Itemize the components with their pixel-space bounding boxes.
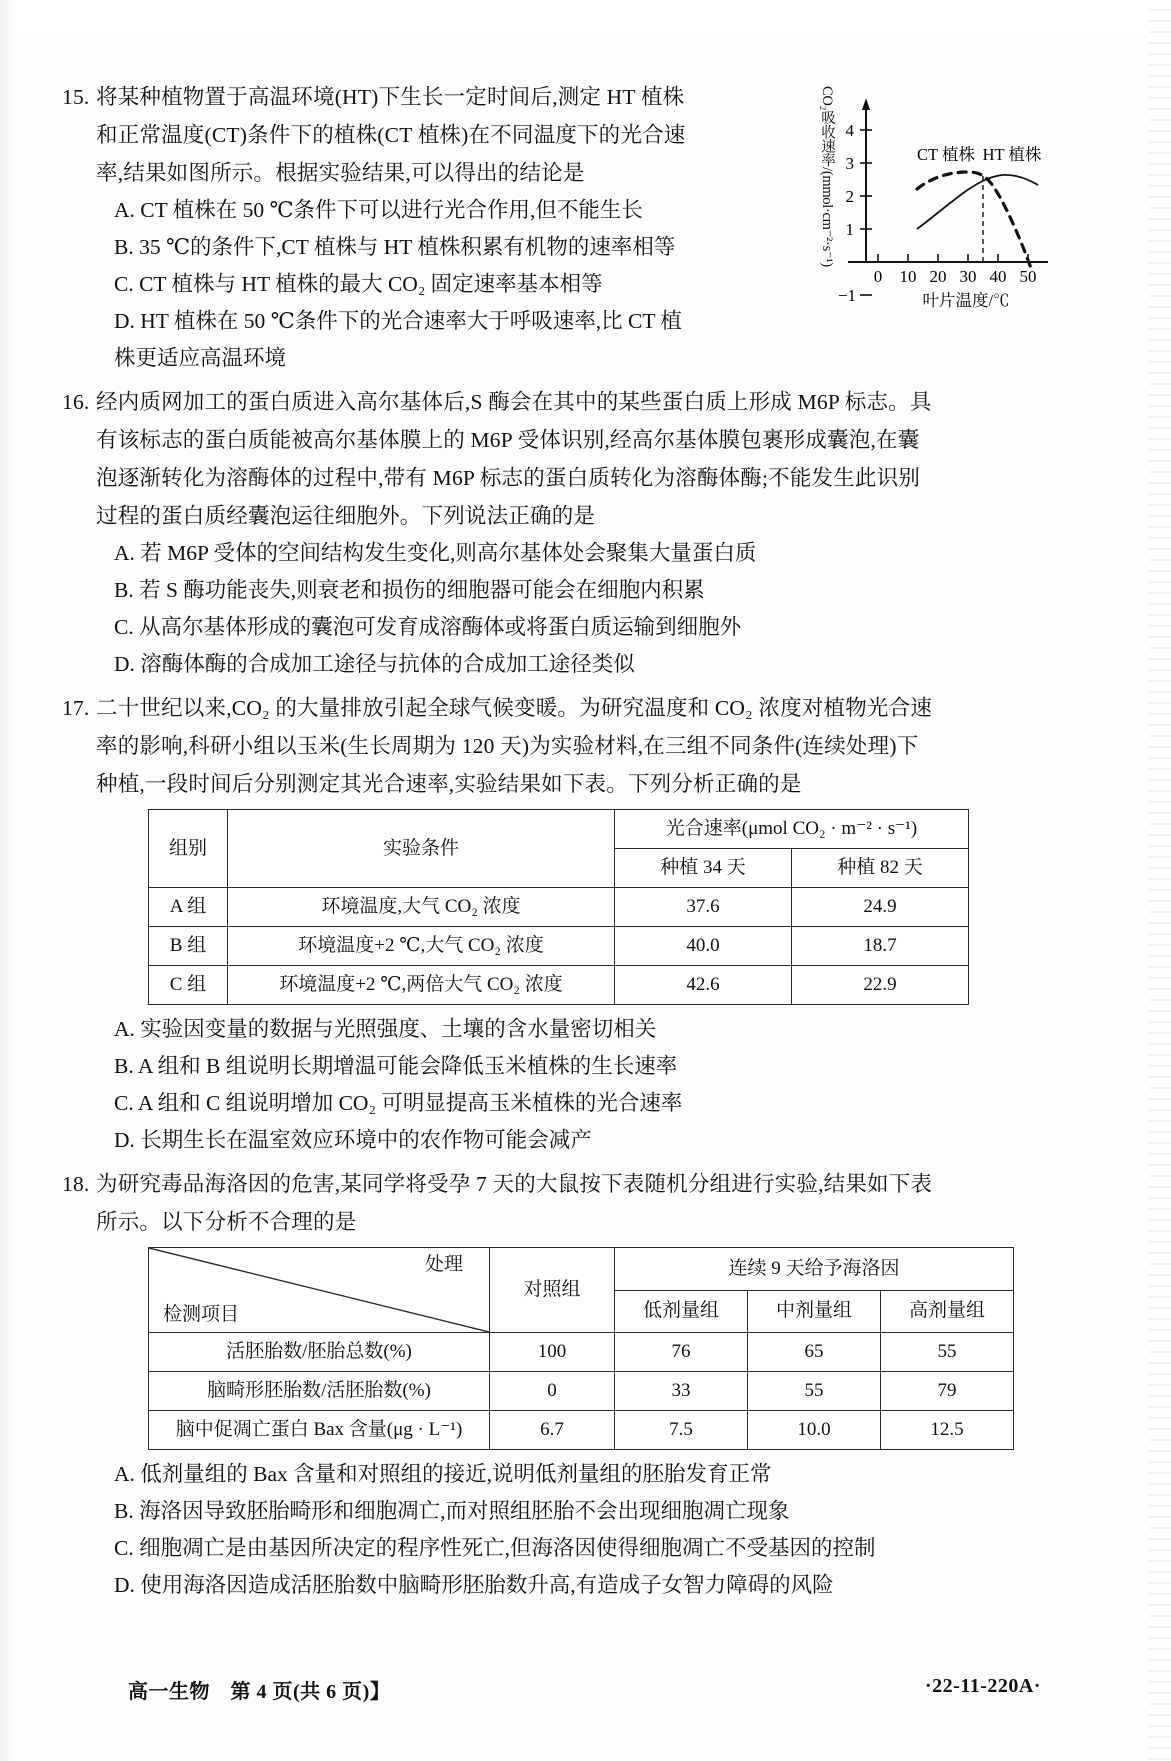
svg-text:40: 40 xyxy=(989,267,1007,286)
chart-plot-area xyxy=(836,90,1054,316)
question-17-stem-text-1: 二十世纪以来,CO₂ 的大量排放引起全球气候变暖。为研究温度和 CO₂ 浓度对植物光合速 xyxy=(96,696,933,720)
question-16-option-d[interactable]: D. 溶酶体酶的合成加工途径与抗体的合成加工途径类似 xyxy=(114,652,635,676)
cell-c-day34: 42.6 xyxy=(615,966,792,1005)
question-17-number: 17. xyxy=(62,696,90,720)
cell-group-b: B 组 xyxy=(149,927,228,966)
question-17 xyxy=(62,689,1062,1159)
question-16-stem-line-1 xyxy=(62,383,1062,421)
question-17-stem-line-1 xyxy=(62,689,1062,727)
question-17-option-d[interactable]: D. 长期生长在温室效应环境中的农作物可能会减产 xyxy=(114,1128,592,1152)
scan-artifact-right xyxy=(1149,0,1171,1761)
question-18-number: 18. xyxy=(62,1172,90,1196)
cell-malformation-high: 79 xyxy=(881,1372,1014,1411)
th-group: 组别 xyxy=(149,810,228,888)
table-row-header-1 xyxy=(149,810,969,849)
table-row xyxy=(149,1372,1014,1411)
cell-condition-b: 环境温度+2 ℃,大气 CO₂ 浓度 xyxy=(228,927,615,966)
footer-subject-and-page: 高一生物 第 4 页(共 6 页)】 xyxy=(128,1681,391,1703)
question-18-option-d[interactable]: D. 使用海洛因造成活胚胎数中脑畸形胚胎数升高,有造成子女智力障碍的风险 xyxy=(114,1573,834,1597)
exam-content xyxy=(62,78,1062,1608)
question-17-stem-line-2: 率的影响,科研小组以玉米(生长周期为 120 天)为实验材料,在三组不同条件(连续处理)下 xyxy=(96,734,919,758)
cell-live-high: 55 xyxy=(881,1333,1014,1372)
svg-text:−1: −1 xyxy=(837,286,856,305)
table-row-header-1 xyxy=(149,1248,1014,1291)
cell-bax-mid: 10.0 xyxy=(748,1411,881,1450)
question-18-table xyxy=(148,1247,1014,1450)
svg-text:4: 4 xyxy=(845,121,854,140)
cell-b-day34: 40.0 xyxy=(615,927,792,966)
th-rate-group: 光合速率(μmol CO₂ · m⁻² · s⁻¹) xyxy=(615,810,969,849)
cell-live-low: 76 xyxy=(615,1333,748,1372)
table-row xyxy=(149,888,969,927)
cell-item-live-embryo-ratio: 活胚胎数/胚胎总数(%) xyxy=(149,1333,490,1372)
question-15 xyxy=(62,78,1062,377)
question-17-option-a[interactable]: A. 实验因变量的数据与光照强度、土壤的含水量密切相关 xyxy=(114,1017,657,1041)
cell-malformation-control: 0 xyxy=(490,1372,615,1411)
cell-bax-control: 6.7 xyxy=(490,1411,615,1450)
question-16-option-a[interactable]: A. 若 M6P 受体的空间结构发生变化,则高尔基体处会聚集大量蛋白质 xyxy=(114,541,757,565)
question-15-figure xyxy=(808,86,1056,318)
cell-bax-high: 12.5 xyxy=(881,1411,1014,1450)
svg-text:3: 3 xyxy=(845,154,854,173)
cell-group-c: C 组 xyxy=(149,966,228,1005)
table-row xyxy=(149,966,969,1005)
scan-artifact-left xyxy=(0,0,14,1761)
table-row xyxy=(149,1411,1014,1450)
question-15-number: 15. xyxy=(62,85,90,109)
question-15-option-b[interactable]: B. 35 ℃的条件下,CT 植株与 HT 植株积累有机物的速率相等 xyxy=(114,235,676,259)
svg-text:50: 50 xyxy=(1019,267,1037,286)
cell-condition-a: 环境温度,大气 CO₂ 浓度 xyxy=(228,888,615,927)
question-15-option-c[interactable]: C. CT 植株与 HT 植株的最大 CO₂ 固定速率基本相等 xyxy=(114,272,603,296)
question-15-option-a[interactable]: A. CT 植株在 50 ℃条件下可以进行光合作用,但不能生长 xyxy=(114,198,643,222)
question-16-option-b[interactable]: B. 若 S 酶功能丧失,则衰老和损伤的细胞器可能会在细胞内积累 xyxy=(114,578,705,602)
cell-item-brain-malformation-ratio: 脑畸形胚胎数/活胚胎数(%) xyxy=(149,1372,490,1411)
svg-text:20: 20 xyxy=(929,267,947,286)
cell-malformation-mid: 55 xyxy=(748,1372,881,1411)
svg-text:2: 2 xyxy=(845,187,854,206)
question-15-stem-line-3: 率,结果如图所示。根据实验结果,可以得出的结论是 xyxy=(96,161,585,185)
cell-a-day82: 24.9 xyxy=(792,888,969,927)
chart-y-axis-label: CO₂吸收速率/(mmol·cm⁻²·s⁻¹) xyxy=(819,86,835,267)
svg-text:1: 1 xyxy=(845,220,854,239)
th-control-group: 对照组 xyxy=(490,1248,615,1333)
svg-text:0: 0 xyxy=(873,267,883,286)
th-mid-dose: 中剂量组 xyxy=(748,1290,881,1333)
cell-live-control: 100 xyxy=(490,1333,615,1372)
question-16-stem-line-2: 有该标志的蛋白质能被高尔基体膜上的 M6P 受体识别,经高尔基体膜包裹形成囊泡,在囊 xyxy=(96,428,920,452)
footer-paper-code: ·22-11-220A· xyxy=(925,1675,1041,1697)
question-16-number: 16. xyxy=(62,390,90,414)
table-row xyxy=(149,1333,1014,1372)
question-18-option-c[interactable]: C. 细胞凋亡是由基因所决定的程序性死亡,但海洛因使得细胞凋亡不受基因的控制 xyxy=(114,1536,876,1560)
chart-annotation-ht: HT 植株 xyxy=(982,145,1042,164)
question-17-option-b[interactable]: B. A 组和 B 组说明长期增温可能会降低玉米植株的生长速率 xyxy=(114,1054,678,1078)
scan-artifact-top xyxy=(0,0,1171,34)
th-low-dose: 低剂量组 xyxy=(615,1290,748,1333)
question-15-stem-line-2: 和正常温度(CT)条件下的植株(CT 植株)在不同温度下的光合速 xyxy=(96,123,686,147)
question-16-stem-line-3: 泡逐渐转化为溶酶体的过程中,带有 M6P 标志的蛋白质转化为溶酶体酶;不能发生此识别 xyxy=(96,466,921,490)
question-15-option-d[interactable]: D. HT 植株在 50 ℃条件下的光合速率大于呼吸速率,比 CT 植 xyxy=(114,309,682,333)
question-17-stem-line-3: 种植,一段时间后分别测定其光合速率,实验结果如下表。下列分析正确的是 xyxy=(96,772,802,796)
question-18-stem-text-1: 为研究毒品海洛因的危害,某同学将受孕 7 天的大鼠按下表随机分组进行实验,结果如下表 xyxy=(96,1172,933,1196)
th-day34: 种植 34 天 xyxy=(615,849,792,888)
cell-item-bax-content: 脑中促凋亡蛋白 Bax 含量(μg · L⁻¹) xyxy=(149,1411,490,1450)
question-17-table xyxy=(148,809,969,1005)
question-17-option-c[interactable]: C. A 组和 C 组说明增加 CO₂ 可明显提高玉米植株的光合速率 xyxy=(114,1091,683,1115)
cell-bax-low: 7.5 xyxy=(615,1411,748,1450)
question-18-stem-line-2: 所示。以下分析不合理的是 xyxy=(96,1210,357,1234)
photosynthesis-rate-chart xyxy=(836,90,1054,316)
th-diagonal-header xyxy=(149,1248,490,1333)
th-heroin-group: 连续 9 天给予海洛因 xyxy=(615,1248,1014,1291)
cell-c-day82: 22.9 xyxy=(792,966,969,1005)
th-condition: 实验条件 xyxy=(228,810,615,888)
question-18-stem-line-1 xyxy=(62,1165,1062,1203)
cell-condition-c: 环境温度+2 ℃,两倍大气 CO₂ 浓度 xyxy=(228,966,615,1005)
question-16-option-c[interactable]: C. 从高尔基体形成的囊泡可发育成溶酶体或将蛋白质运输到细胞外 xyxy=(114,615,742,639)
th-high-dose: 高剂量组 xyxy=(881,1290,1014,1333)
th-measure-label: 检测项目 xyxy=(163,1304,240,1325)
question-16-stem-line-4: 过程的蛋白质经囊泡运往细胞外。下列说法正确的是 xyxy=(96,504,596,528)
cell-live-mid: 65 xyxy=(748,1333,881,1372)
th-treatment-label: 处理 xyxy=(424,1254,463,1275)
question-18-option-b[interactable]: B. 海洛因导致胚胎畸形和细胞凋亡,而对照组胚胎不会出现细胞凋亡现象 xyxy=(114,1499,790,1523)
chart-annotation-ct: CT 植株 xyxy=(917,145,975,164)
question-15-option-d-cont: 株更适应高温环境 xyxy=(114,346,287,370)
question-15-stem-text-1: 将某种植物置于高温环境(HT)下生长一定时间后,测定 HT 植株 xyxy=(96,85,685,109)
question-16 xyxy=(62,383,1062,683)
cell-group-a: A 组 xyxy=(149,888,228,927)
table-row xyxy=(149,927,969,966)
cell-malformation-low: 33 xyxy=(615,1372,748,1411)
cell-a-day34: 37.6 xyxy=(615,888,792,927)
question-16-stem-text-1: 经内质网加工的蛋白质进入高尔基体后,S 酶会在其中的某些蛋白质上形成 M6P 标志。具 xyxy=(96,390,932,414)
svg-text:10: 10 xyxy=(899,267,917,286)
question-18-option-a[interactable]: A. 低剂量组的 Bax 含量和对照组的接近,说明低剂量组的胚胎发育正常 xyxy=(114,1462,772,1486)
th-day82: 种植 82 天 xyxy=(792,849,969,888)
chart-x-axis-label: 叶片温度/℃ xyxy=(922,291,1010,310)
question-18 xyxy=(62,1165,1062,1604)
svg-text:30: 30 xyxy=(959,267,977,286)
cell-b-day82: 18.7 xyxy=(792,927,969,966)
